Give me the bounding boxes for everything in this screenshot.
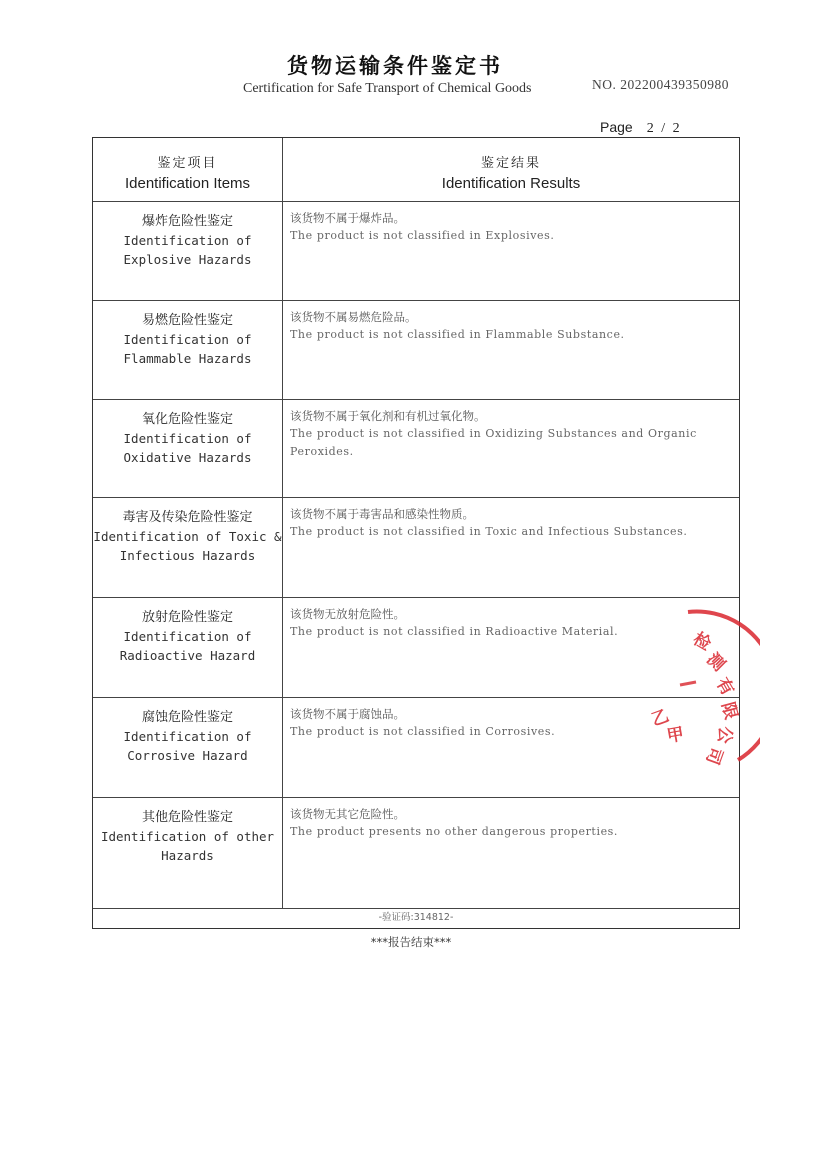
result-cell [283,498,739,597]
item-name-en: Identification of [123,629,252,644]
svg-text:检: 检 [689,629,715,655]
item-name-en: Corrosive Hazard [127,748,248,763]
item-name-cn: 氧化危险性鉴定 [141,412,233,427]
svg-text:公: 公 [713,725,735,745]
header-items-en: Identification Items [124,175,251,192]
item-name-cn: 其他危险性鉴定 [141,810,233,825]
result-cn: 该货物无其它危险性。 [290,807,405,821]
table-row [93,301,739,400]
svg-text:限: 限 [717,700,741,722]
result-en: The product is not classified in Corrosives. [290,725,556,738]
result-en: The product is not classified in Toxic and Infectious Substances. [290,525,688,538]
result-cn: 该货物不属于爆炸品。 [290,211,405,225]
item-cell [93,698,283,797]
item-name-cn: 腐蚀危险性鉴定 [141,710,233,725]
item-name-cn: 毒害及传染危险性鉴定 [122,510,253,525]
item-name-en: Identification of other [100,829,275,844]
item-cell [93,498,283,597]
verification-code: -验证码:314812- [378,912,454,923]
item-name-en: Radioactive Hazard [119,648,256,663]
item-name-en: Identification of [123,332,252,347]
item-name-en: Identification of [123,729,252,744]
result-cell [283,798,739,908]
result-cell [283,400,739,497]
table-row [93,498,739,598]
report-end-mark: ***报告结束*** [370,935,452,949]
item-name-en: Identification of [123,431,252,446]
header-results-cn: 鉴定结果 [480,156,541,171]
item-cell [93,400,283,497]
item-name-en: Identification of Toxic & [93,529,282,544]
item-name-cn: 易燃危险性鉴定 [141,313,233,328]
item-cell [93,301,283,399]
result-cn: 该货物不属于毒害品和感染性物质。 [290,507,474,521]
svg-text:有: 有 [711,674,738,700]
table-row [93,202,739,301]
certificate-number: NO. 202200439350980 [592,77,729,92]
table-row [93,400,739,498]
table-row [93,798,739,909]
result-cn: 该货物无放射危险性。 [290,607,405,621]
result-cell [283,301,739,399]
result-cn: 该货物不属于腐蚀品。 [290,707,405,721]
header-items-cn: 鉴定项目 [157,156,218,171]
item-name-en: Oxidative Hazards [123,450,252,465]
item-cell [93,202,283,300]
page-indicator [600,119,682,137]
item-name-cn: 爆炸危险性鉴定 [141,214,233,229]
result-en: The product is not classified in Flammable Substance. [290,328,625,341]
page-value: 2 / 2 [646,121,682,136]
result-en: The product is not classified in Explosives. [290,229,555,242]
item-cell [93,798,283,908]
header-items-cell [93,138,283,201]
svg-text:测: 测 [702,649,729,676]
item-name-en: Identification of [123,233,252,248]
header-results-en: Identification Results [441,175,581,192]
document-title-en: Certification for Safe Transport of Chemical Goods [243,81,532,96]
item-name-cn: 放射危险性鉴定 [141,610,233,625]
item-name-en: Hazards [161,848,214,863]
identification-table [92,137,740,929]
svg-text:甲: 甲 [665,724,686,747]
result-en: The product presents no other dangerous properties. [290,825,619,838]
item-name-en: Infectious Hazards [119,548,256,563]
document-title-cn: 货物运输条件鉴定书 [287,54,503,78]
page-label: Page [600,119,633,135]
result-cell [283,202,739,300]
svg-text:乙: 乙 [648,706,672,731]
result-cn: 该货物不属易燃危险品。 [290,310,417,324]
table-header-row [93,138,739,202]
result-en: The product is not classified in Oxidizing Substances and Organic Peroxides. [290,427,697,458]
result-en: The product is not classified in Radioactive Material. [290,625,619,638]
svg-text:司: 司 [701,744,727,768]
company-seal-stamp [640,600,760,770]
result-cn: 该货物不属于氧化剂和有机过氧化物。 [290,409,486,423]
item-name-en: Flammable Hazards [123,351,252,366]
item-name-en: Explosive Hazards [123,252,252,267]
item-cell [93,598,283,697]
